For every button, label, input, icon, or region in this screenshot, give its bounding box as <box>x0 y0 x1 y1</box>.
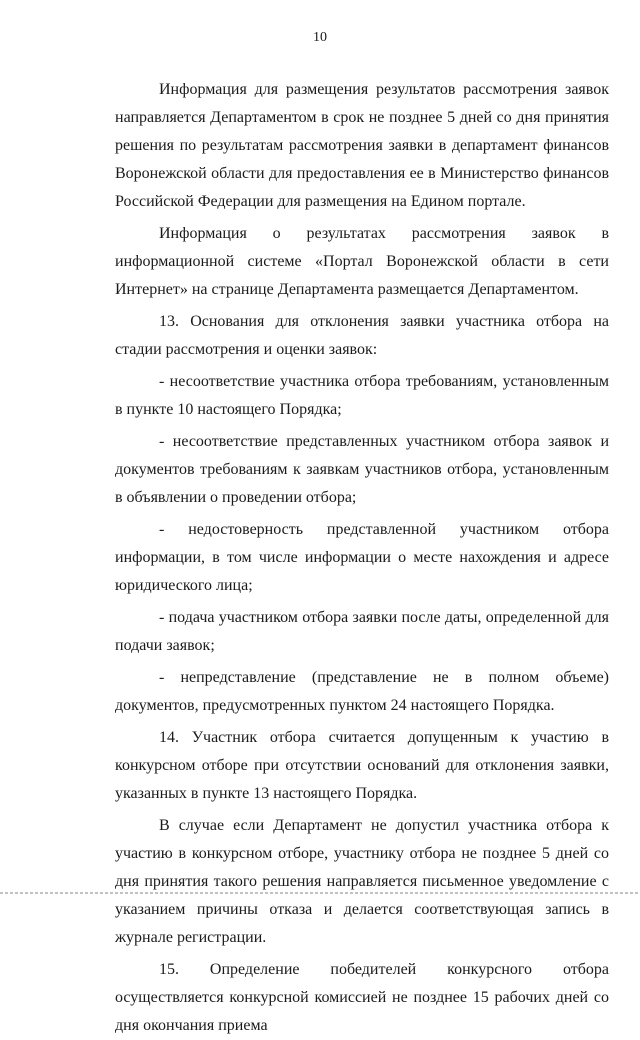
paragraph-portal-submission: Информация для размещения результатов рассмотрения заявок направляется Департаментом в срок не позднее 5 дней со дня принятия решения по результатам рассмотрения заявки в департамент финансов Воронежской области для предоставления ее в Министерство финансов Российской Федерации для размещения на Едином портале. <box>115 81 609 210</box>
list-item-missing-documents: - непредставление (представление не в полном объеме) документов, предусмотренных пунктом 24 настоящего Порядка. <box>115 669 609 714</box>
list-item-requirements-mismatch: - несоответствие участника отбора требованиям, установленным в пункте 10 настоящего Порядка; <box>115 373 609 418</box>
list-item-documents-mismatch: - несоответствие представленных участником отбора заявок и документов требованиям к заявкам участников отбора, установленным в объявлении о проведении отбора; <box>115 433 609 506</box>
document-body <box>115 76 609 1040</box>
list-item-unreliable-info: - недостоверность представленной участником отбора информации, в том числе информации о месте нахождения и адресе юридического лица; <box>115 521 609 594</box>
paragraph-section-15: 15. Определение победителей конкурсного отбора осуществляется конкурсной комиссией не позднее 15 рабочих дней со дня окончания приема <box>115 961 609 1034</box>
list-item-late-submission: - подача участником отбора заявки после даты, определенной для подачи заявок; <box>115 609 609 654</box>
scan-bottom-edge <box>0 892 640 894</box>
page-number: 10 <box>313 30 327 45</box>
paragraph-info-publication: Информация о результатах рассмотрения заявок в информационной системе «Портал Воронежской области в сети Интернет» на странице Департамента размещается Департаментом. <box>115 225 609 298</box>
paragraph-section-14: 14. Участник отбора считается допущенным к участию в конкурсном отборе при отсутствии оснований для отклонения заявки, указанных в пункте 13 настоящего Порядка. <box>115 729 609 802</box>
paragraph-rejection-notice: В случае если Департамент не допустил участника отбора к участию в конкурсном отборе, участнику отбора не позднее 5 дней со дня принятия такого решения направляется письменное уведомление с указанием причины отказа и делается соответствующая запись в журнале регистрации. <box>115 817 609 946</box>
paragraph-section-13-heading: 13. Основания для отклонения заявки участника отбора на стадии рассмотрения и оценки заявок: <box>115 313 609 358</box>
